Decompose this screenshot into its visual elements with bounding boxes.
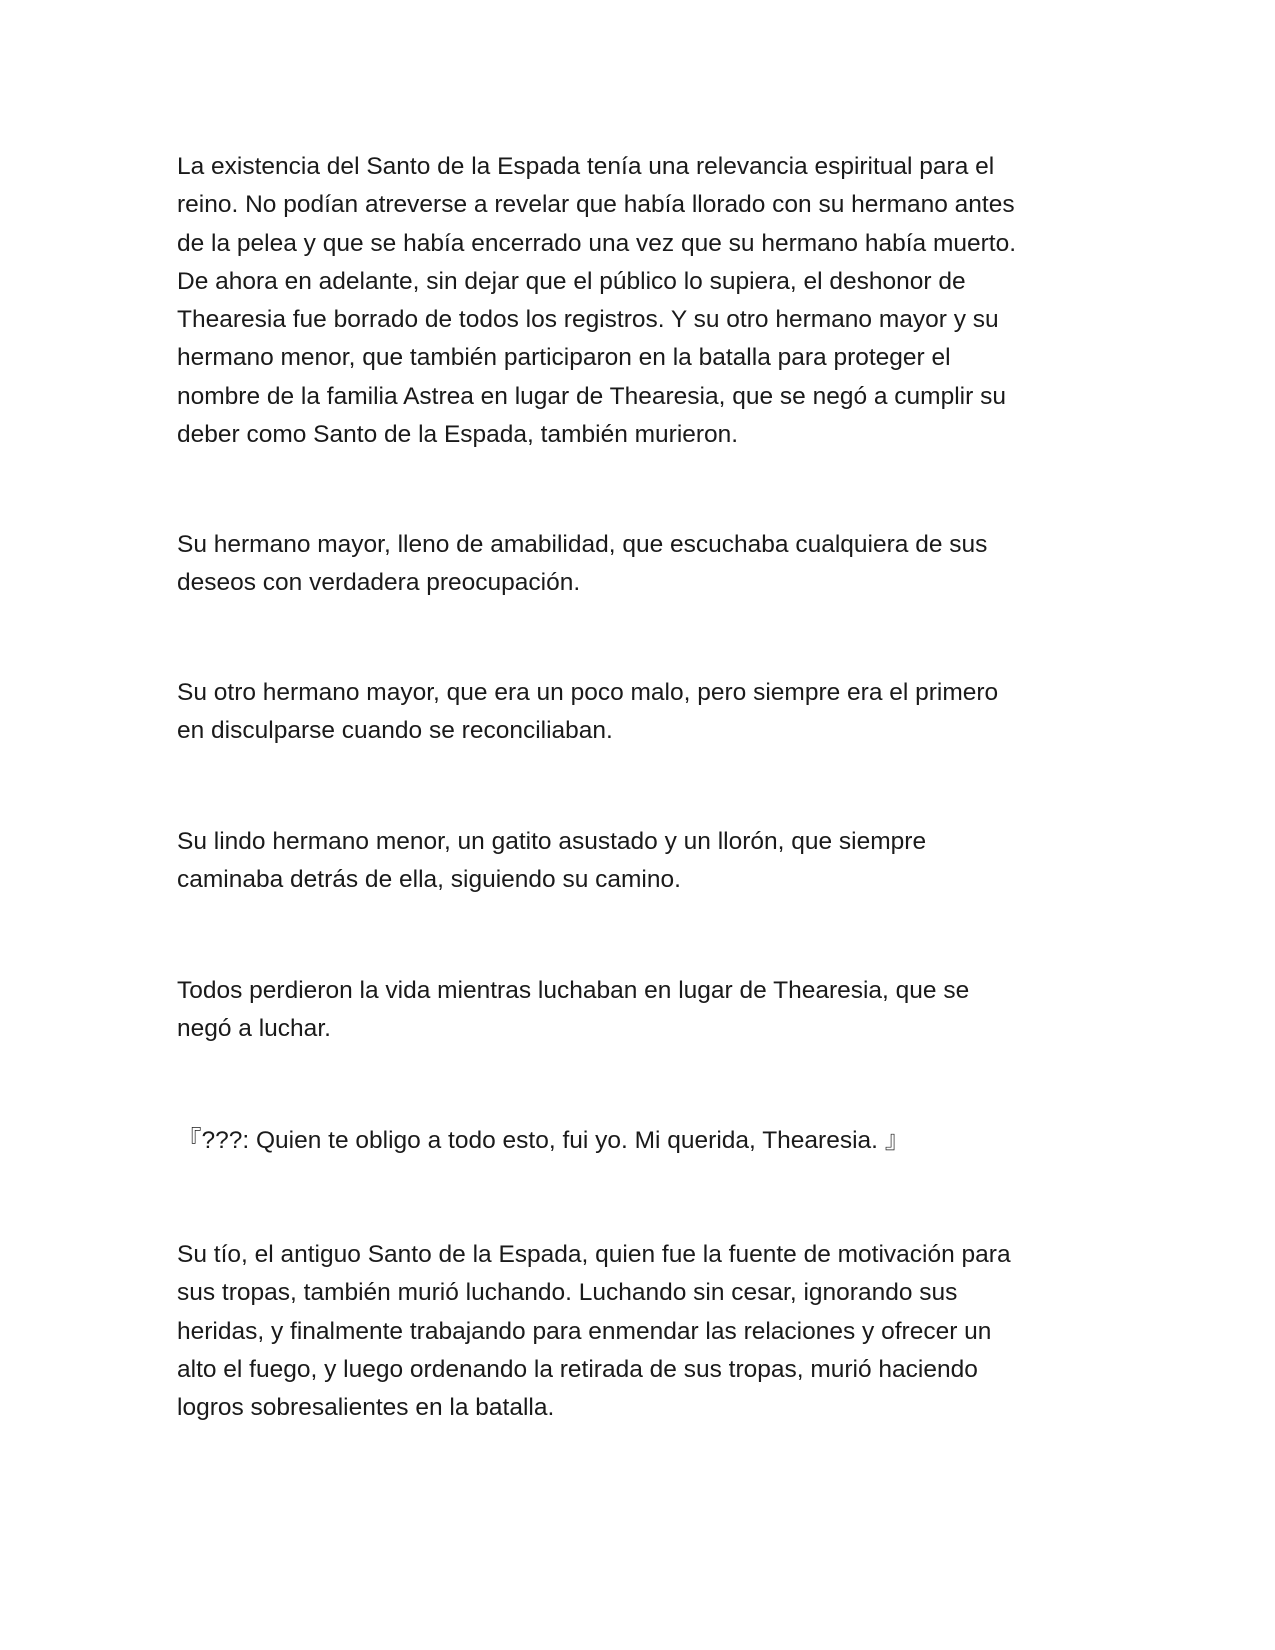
- paragraph-other-elder-brother: Su otro hermano mayor, que era un poco malo, pero siempre era el primero en disculparse cuando se reconciliaban.: [177, 679, 999, 745]
- paragraph-elder-brother: Su hermano mayor, lleno de amabilidad, que escuchaba cualquiera de sus deseos con verdadera preocupación.: [177, 531, 988, 597]
- paragraph-all-lost-lives: Todos perdieron la vida mientras luchaban en lugar de Thearesia, que se negó a luchar.: [177, 977, 970, 1043]
- dialogue-line: 『???: Quien te obligo a todo esto, fui yo. Mi querida, Thearesia. 』: [177, 1127, 910, 1154]
- paragraph-sword-saint-relevance: La existencia del Santo de la Espada tenía una relevancia espiritual para el reino. No podían atreverse a revelar que había llorado con su hermano antes de la pelea y que se había encerrado una vez que su hermano había muerto. De ahora en adelante, sin dejar que el público lo supiera, el deshonor de Thearesia fue borrado de todos los registros. Y su otro hermano mayor y su hermano menor, que también participaron en la batalla para proteger el nombre de la familia Astrea en lugar de Thearesia, que se negó a cumplir su deber como Santo de la Espada, también murieron.: [177, 153, 1017, 449]
- paragraph-uncle: Su tío, el antiguo Santo de la Espada, quien fue la fuente de motivación para sus tropas, también murió luchando. Luchando sin cesar, ignorando sus heridas, y finalmente trabajando para enmendar las relaciones y ofrecer un alto el fuego, y luego ordenando la retirada de sus tropas, murió haciendo logros sobresalientes en la batalla.: [177, 1241, 1011, 1422]
- paragraph-younger-brother: Su lindo hermano menor, un gatito asustado y un llorón, que siempre caminaba detrás de ella, siguiendo su camino.: [177, 828, 927, 894]
